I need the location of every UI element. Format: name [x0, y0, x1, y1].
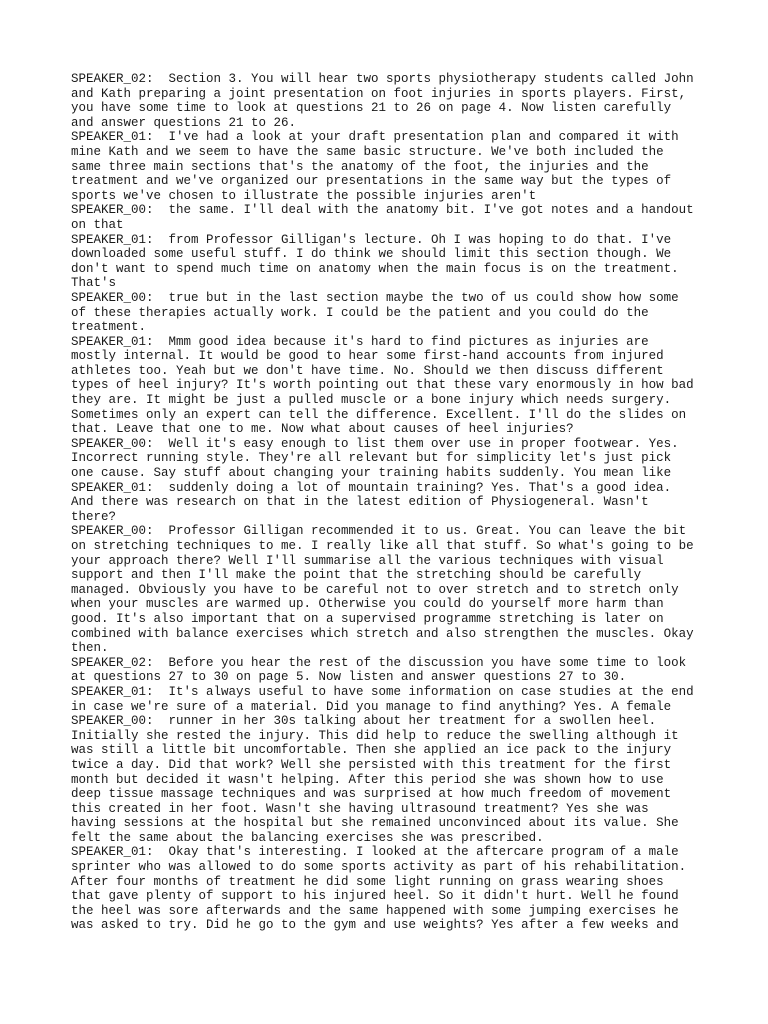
transcript-line: support and then I'll make the point that the stretching should be carefully — [71, 568, 642, 583]
transcript-line: That's — [71, 276, 117, 291]
transcript-line: SPEAKER_01: Mmm good idea because it's hard to find pictures as injuries are — [71, 334, 649, 349]
transcript-line: SPEAKER_00: true but in the last section maybe the two of us could show how some — [71, 290, 679, 305]
transcript-line: at questions 27 to 30 on page 5. Now listen and answer questions 27 to 30. — [71, 670, 627, 685]
transcript-line: After four months of treatment he did some light running on grass wearing shoes — [71, 874, 664, 889]
transcript-line: mine Kath and we seem to have the same basic structure. We've both included the — [71, 144, 664, 159]
transcript-line: deep tissue massage techniques and was surprised at how much freedom of movement — [71, 787, 672, 802]
transcript-line: your approach there? Well I'll summarise all the various techniques with visual — [71, 553, 664, 568]
transcript-text — [71, 72, 711, 933]
transcript-line: SPEAKER_01: Okay that's interesting. I looked at the aftercare program of a male — [71, 845, 679, 860]
transcript-line: Incorrect running style. They're all relevant but for simplicity let's just pick — [71, 451, 672, 466]
transcript-line: on that — [71, 217, 124, 232]
transcript-line: athletes too. Yeah but we don't have time. No. Should we then discuss different — [71, 363, 664, 378]
transcript-line: types of heel injury? It's worth pointing out that these vary enormously in how bad — [71, 378, 694, 393]
transcript-line: don't want to spend much time on anatomy when the main focus is on the treatment. — [71, 261, 679, 276]
transcript-line: treatment and we've organized our presentations in the same way but the types of — [71, 174, 672, 189]
transcript-line: SPEAKER_01: from Professor Gilligan's lecture. Oh I was hoping to do that. I've — [71, 232, 672, 247]
transcript-line: SPEAKER_02: Before you hear the rest of the discussion you have some time to look — [71, 655, 687, 670]
transcript-line: Sometimes only an expert can tell the difference. Excellent. I'll do the slides on — [71, 407, 687, 422]
transcript-line: SPEAKER_00: the same. I'll deal with the anatomy bit. I've got notes and a handout — [71, 203, 694, 218]
transcript-line: there? — [71, 509, 117, 524]
transcript-line: mostly internal. It would be good to hear some first-hand accounts from injured — [71, 349, 664, 364]
transcript-line: SPEAKER_00: Professor Gilligan recommended it to us. Great. You can leave the bit — [71, 524, 687, 539]
transcript-line: SPEAKER_01: I've had a look at your draft presentation plan and compared it with — [71, 130, 679, 145]
transcript-line: of these therapies actually work. I could be the patient and you could do the — [71, 305, 649, 320]
transcript-line: then. — [71, 641, 109, 656]
transcript-line: sports we've chosen to illustrate the possible injuries aren't — [71, 188, 537, 203]
transcript-line: on stretching techniques to me. I really like all that stuff. So what's going to be — [71, 539, 694, 553]
transcript-line: having sessions at the hospital but she remained unconvinced about its value. She — [71, 816, 679, 831]
transcript-line: you have some time to look at questions 21 to 26 on page 4. Now listen carefully — [71, 101, 672, 116]
transcript-line: Initially she rested the injury. This did help to reduce the swelling although it — [71, 728, 679, 743]
transcript-line: treatment. — [71, 320, 147, 335]
transcript-line: the heel was sore afterwards and the same happened with some jumping exercises he — [71, 903, 679, 918]
transcript-line: they are. It might be just a pulled muscle or a bone injury which needs surgery. — [71, 393, 672, 408]
transcript-line: this created in her foot. Wasn't she having ultrasound treatment? Yes she was — [71, 801, 649, 816]
transcript-line: felt the same about the balancing exercises she was prescribed. — [71, 830, 544, 845]
transcript-line: was still a little bit uncomfortable. Then she applied an ice pack to the injury — [71, 743, 672, 758]
transcript-line: and answer questions 21 to 26. — [71, 115, 297, 130]
transcript-line: was asked to try. Did he go to the gym and use weights? Yes after a few weeks and — [71, 918, 679, 933]
transcript-line: combined with balance exercises which stretch and also strengthen the muscles. Okay — [71, 626, 694, 641]
transcript-line: one cause. Say stuff about changing your training habits suddenly. You mean like — [71, 466, 672, 481]
transcript-line: that gave plenty of support to his injured heel. So it didn't hurt. Well he found — [71, 889, 679, 904]
transcript-line: and Kath preparing a joint presentation on foot injuries in sports players. First, — [71, 86, 687, 101]
transcript-line: in case we're sure of a material. Did you manage to find anything? Yes. A female — [71, 699, 672, 714]
transcript-line: SPEAKER_00: runner in her 30s talking about her treatment for a swollen heel. — [71, 714, 657, 729]
transcript-line: And there was research on that in the latest edition of Physiogeneral. Wasn't — [71, 495, 649, 510]
transcript-line: SPEAKER_01: It's always useful to have some information on case studies at the end — [71, 684, 694, 699]
transcript-line: managed. Obviously you have to be careful not to over stretch and to stretch only — [71, 582, 679, 597]
transcript-line: downloaded some useful stuff. I do think we should limit this section though. We — [71, 247, 672, 262]
transcript-line: SPEAKER_01: suddenly doing a lot of mountain training? Yes. That's a good idea. — [71, 480, 672, 495]
transcript-line: sprinter who was allowed to do some sports activity as part of his rehabilitation. — [71, 860, 687, 875]
transcript-line: month but decided it wasn't helping. After this period she was shown how to use — [71, 772, 664, 787]
transcript-line: that. Leave that one to me. Now what about causes of heel injuries? — [71, 422, 574, 437]
transcript-line: SPEAKER_02: Section 3. You will hear two sports physiotherapy students called John — [71, 72, 694, 86]
transcript-line: same three main sections that's the anatomy of the foot, the injuries and the — [71, 159, 649, 174]
transcript-line: good. It's also important that on a supervised programme stretching is later on — [71, 611, 664, 626]
transcript-line: when your muscles are warmed up. Otherwise you could do yourself more harm than — [71, 597, 664, 612]
transcript-line: SPEAKER_00: Well it's easy enough to list them over use in proper footwear. Yes. — [71, 436, 679, 451]
transcript-line: twice a day. Did that work? Well she persisted with this treatment for the first — [71, 757, 672, 772]
